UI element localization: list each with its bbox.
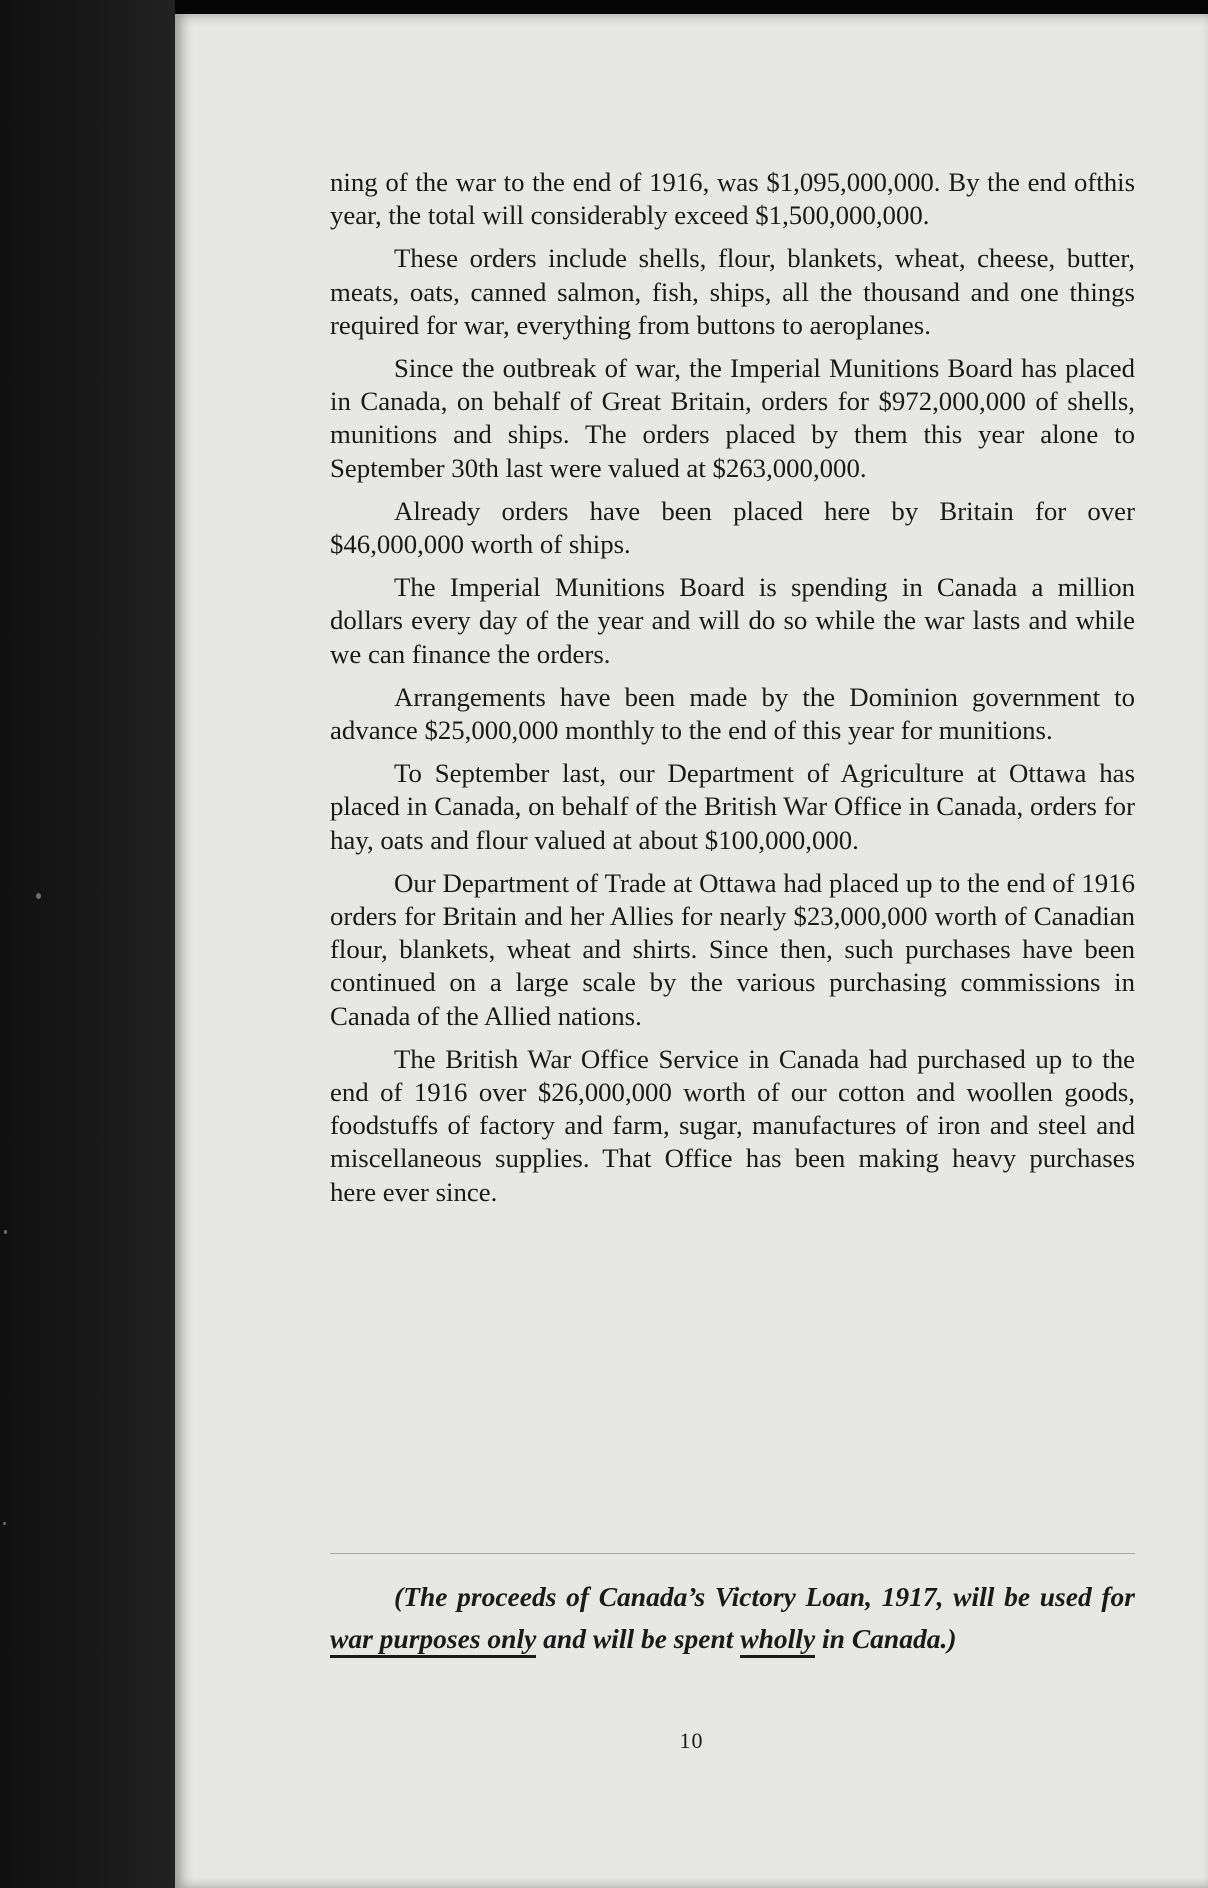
paragraph: Our Department of Trade at Ottawa had placed up to the end of 1916 orders for Britain and her Allies for nearly $23,000,000 worth of Canadian flour, blankets, wheat and shirts. Since then, such purchases have been continued on a large scale by the various purchasing commissions in Canada of the Allied nations.	[330, 867, 1135, 1031]
note-underlined-text: wholly	[740, 1623, 815, 1658]
note-text: The proceeds of Canada’s Victory Loan, 1917, will be used for	[403, 1581, 1135, 1612]
scan-left-margin	[0, 0, 175, 1888]
dust-speck	[3, 1522, 6, 1525]
paragraph: Already orders have been placed here by Britain for over $46,000,000 worth of ships.	[330, 495, 1135, 560]
dust-speck	[36, 893, 41, 899]
paragraph: The Imperial Munitions Board is spending in Canada a million dollars every day of the year and will do so while the war lasts and while we can finance the orders.	[330, 572, 1135, 669]
note-text: and will be spent	[536, 1623, 741, 1654]
note-underlined-text: war purposes only	[330, 1623, 536, 1658]
paragraph: ning of the war to the end of 1916, was $1,095,000,000. By the end ofthis year, the total will considerably exceed $1,500,000,000.	[330, 167, 1135, 231]
dust-speck	[4, 1230, 7, 1234]
paragraph: These orders include shells, flour, blankets, wheat, cheese, butter, meats, oats, canned salmon, fish, ships, all the thousand and one things required for war, everything from buttons to aeroplanes.	[330, 243, 1135, 340]
note-close-paren: )	[947, 1623, 957, 1654]
note-text: in Canada.	[815, 1623, 948, 1654]
body-text	[330, 166, 1135, 1219]
section-divider	[330, 1553, 1135, 1554]
document-page	[175, 14, 1208, 1888]
paragraph: Since the outbreak of war, the Imperial Munitions Board has placed in Canada, on behalf of Great Britain, orders for $972,000,000 of shells, munitions and ships. The orders placed by them this year alone to September 30th last were valued at $263,000,000.	[330, 353, 1135, 483]
victory-loan-note	[330, 1576, 1135, 1660]
scan-top-edge	[0, 0, 1208, 14]
page-number: 10	[679, 1728, 704, 1753]
paragraph: The British War Office Service in Canada had purchased up to the end of 1916 over $26,000,000 worth of our cotton and woollen goods, foodstuffs of factory and farm, sugar, manufactures of iron and steel and miscellaneous supplies. That Office has been making heavy purchases here ever since.	[330, 1043, 1135, 1207]
paragraph: To September last, our Department of Agriculture at Ottawa has placed in Canada, on behalf of the British War Office in Canada, orders for hay, oats and flour valued at about $100,000,000.	[330, 758, 1135, 855]
paragraph: Arrangements have been made by the Dominion government to advance $25,000,000 monthly to the end of this year for munitions.	[330, 681, 1135, 746]
note-open-paren: (	[394, 1581, 404, 1612]
